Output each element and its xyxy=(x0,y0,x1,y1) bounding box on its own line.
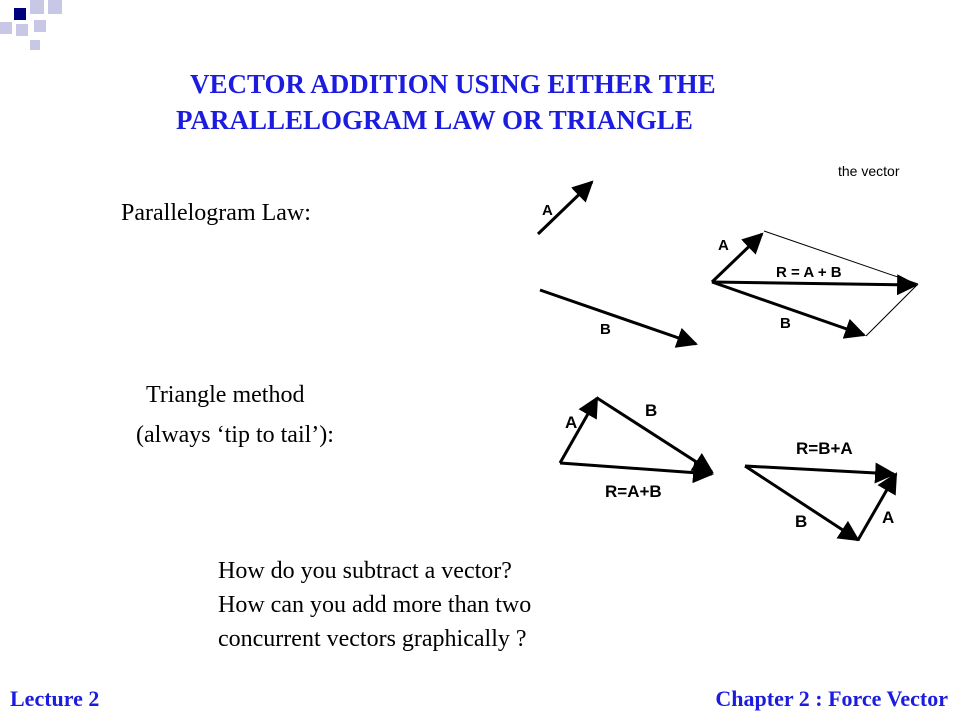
triangle1-resultant-label: R=A+B xyxy=(605,482,662,501)
triangle-figure-ba xyxy=(745,439,896,540)
title-line-2: PARALLELOGRAM LAW OR TRIANGLE xyxy=(176,105,693,135)
cropped-text-fragment: the vector xyxy=(838,163,900,179)
vector-b-label: B xyxy=(600,321,611,338)
triangle2-resultant-label: R=B+A xyxy=(796,439,853,458)
question-subtract: How do you subtract a vector? xyxy=(218,558,512,584)
parallelogram-resultant xyxy=(712,282,916,285)
question-add-line-2: concurrent vectors graphically ? xyxy=(218,626,527,652)
triangle-method-label: Triangle method xyxy=(146,382,305,408)
vector-b-arrow xyxy=(540,290,696,344)
parallelogram-a-label: A xyxy=(718,237,729,254)
parallelogram-law-label: Parallelogram Law: xyxy=(121,200,311,226)
triangle1-b-label: B xyxy=(645,401,658,420)
triangle2-a-label: A xyxy=(882,508,895,527)
triangle1-resultant xyxy=(560,463,712,474)
tip-to-tail-label: (always ‘tip to tail’): xyxy=(136,422,334,448)
triangle1-a-label: A xyxy=(565,413,578,432)
triangle2-b-label: B xyxy=(795,512,808,531)
parallelogram-b-label: B xyxy=(780,315,791,332)
triangle-figure-ab xyxy=(560,398,712,501)
parallelogram-figure xyxy=(538,182,918,344)
footer-lecture: Lecture 2 xyxy=(10,686,100,711)
parallelogram-side-right xyxy=(866,284,918,336)
title-line-1: VECTOR ADDITION USING EITHER THE xyxy=(190,69,716,99)
triangle2-vector-a xyxy=(858,474,896,540)
vector-a-label: A xyxy=(542,202,553,219)
triangle2-resultant xyxy=(745,466,894,474)
question-add-line-1: How can you add more than two xyxy=(218,592,532,618)
footer-chapter: Chapter 2 : Force Vector xyxy=(715,686,948,711)
parallelogram-resultant-label: R = A + B xyxy=(776,264,842,281)
